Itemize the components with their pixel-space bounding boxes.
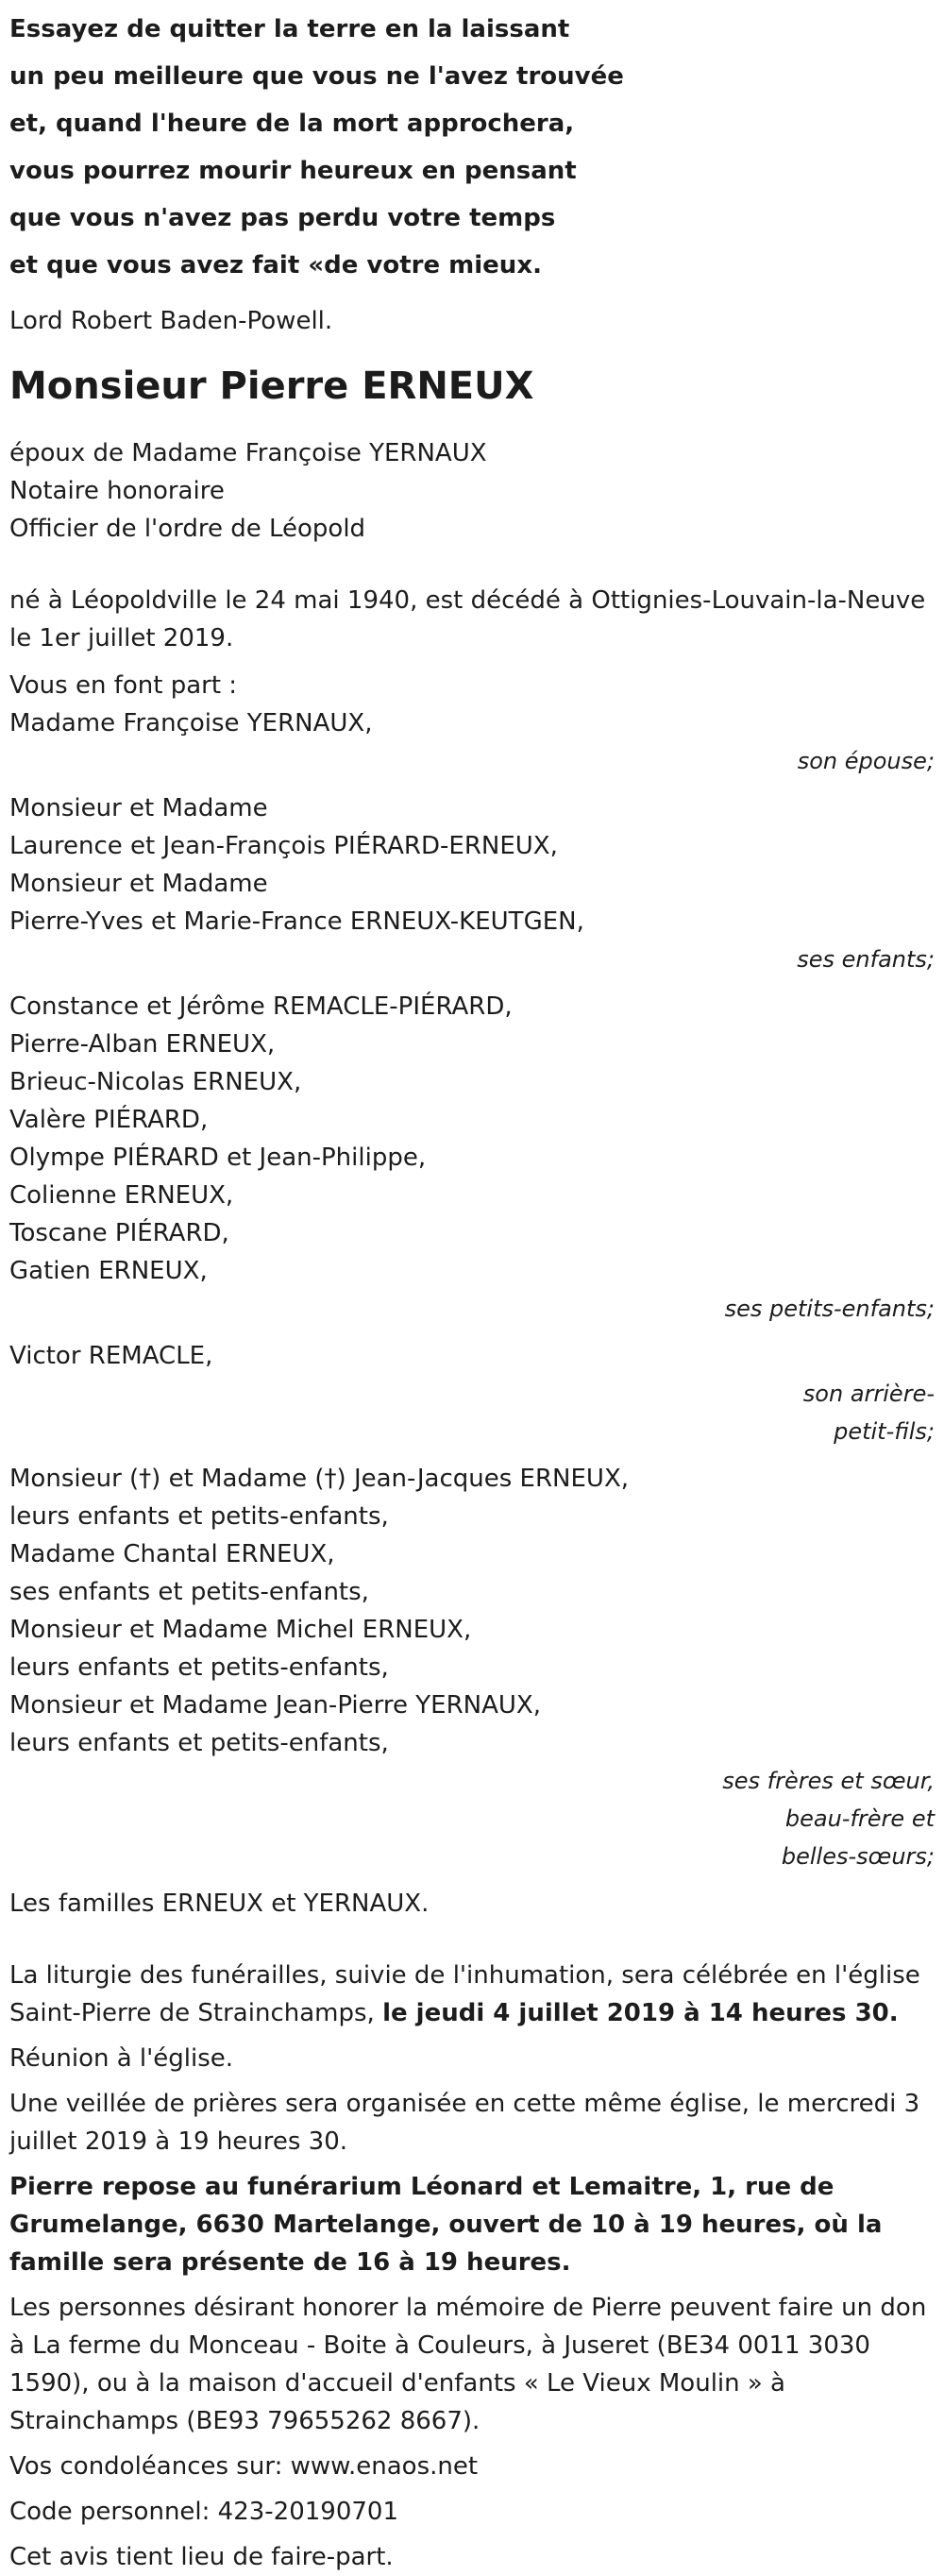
family-member-line: leurs enfants et petits-enfants, <box>9 1653 389 1682</box>
quote-line: vous pourrez mourir heureux en pensant <box>9 157 577 185</box>
family-member-line: leurs enfants et petits-enfants, <box>9 1502 389 1531</box>
quote-line: et que vous avez fait «de votre mieux. <box>9 251 542 280</box>
relation-label: petit-fils; <box>834 1418 935 1445</box>
family-member-line: Monsieur et Madame <box>9 870 268 898</box>
family-member-line: Gatien ERNEUX, <box>9 1257 208 1285</box>
relation-label: son épouse; <box>797 748 935 774</box>
family-member-line: Pierre-Yves et Marie-France ERNEUX-KEUTGEN, <box>9 907 584 936</box>
quote-line: un peu meilleure que vous ne l'avez trouvée <box>9 62 624 91</box>
family-member-line: Monsieur et Madame <box>9 794 268 822</box>
family-member-line: Toscane PIÉRARD, <box>9 1219 229 1247</box>
title-line: Officier de l'ordre de Léopold <box>9 515 366 543</box>
personal-code: Code personnel: 423-20190701 <box>9 2498 399 2526</box>
family-member-line: leurs enfants et petits-enfants, <box>9 1729 389 1757</box>
family-member-line: Monsieur (†) et Madame (†) Jean-Jacques ERNEUX, <box>9 1465 630 1493</box>
relation-label: ses petits-enfants; <box>724 1296 935 1322</box>
great-grandchild-group <box>9 1337 935 1450</box>
title-line: époux de Madame Françoise YERNAUX <box>9 439 487 467</box>
vigil-paragraph: Une veillée de prières sera organisée en cette même église, le mercredi 3 juillet 2019 à 19 heures 30. <box>9 2090 920 2156</box>
deceased-titles <box>9 434 935 548</box>
condolences-line: Vos condoléances sur: www.enaos.net <box>9 2452 479 2481</box>
relation-label: beau-frère et <box>784 1805 935 1832</box>
funerarium-paragraph: Pierre repose au funérarium Léonard et Lemaitre, 1, rue de Grumelange, 6630 Martelange, ouvert de 10 à 19 heures, où la famille sera présente de 16 à 19 heures. <box>9 2173 883 2277</box>
quote-line: que vous n'avez pas perdu votre temps <box>9 204 556 232</box>
family-member-line: Monsieur et Madame Jean-Pierre YERNAUX, <box>9 1691 541 1720</box>
donations-paragraph: Les personnes désirant honorer la mémoire de Pierre peuvent faire un don à La ferme du Monceau - Boite à Couleurs, à Juseret (BE34 0011 3030 1590), ou à la maison d'accueil d'enfants « Le Vieux Moulin » à Strainchamps (BE93 79655262 8667). <box>9 2294 927 2435</box>
quote-line: et, quand l'heure de la mort approchera, <box>9 110 575 138</box>
family-member-line: Pierre-Alban ERNEUX, <box>9 1030 276 1059</box>
family-member-line: Madame Chantal ERNEUX, <box>9 1540 335 1568</box>
family-member-line: ses enfants et petits-enfants, <box>9 1578 369 1606</box>
spouse-group <box>9 704 935 780</box>
children-group <box>9 789 935 978</box>
family-member-line: Olympe PIÉRARD et Jean-Philippe, <box>9 1144 427 1172</box>
relation-label: ses frères et sœur, <box>722 1768 935 1794</box>
relation-label: ses enfants; <box>797 946 935 973</box>
quote-line: Essayez de quitter la terre en la laissant <box>9 15 570 43</box>
meeting-note: Réunion à l'église. <box>9 2044 234 2073</box>
title-line: Notaire honoraire <box>9 477 225 505</box>
family-member-line: Constance et Jérôme REMACLE-PIÉRARD, <box>9 992 513 1021</box>
liturgy-date: le jeudi 4 juillet 2019 à 14 heures 30. <box>382 1999 899 2027</box>
family-member-line: Colienne ERNEUX, <box>9 1181 234 1210</box>
announcement-intro: Vous en font part : <box>9 671 238 700</box>
birth-death-statement: né à Léopoldville le 24 mai 1940, est décédé à Ottignies-Louvain-la-Neuve le 1er juillet 2019. <box>9 586 926 652</box>
relation-label: son arrière- <box>802 1381 935 1407</box>
family-member-line: Monsieur et Madame Michel ERNEUX, <box>9 1616 472 1644</box>
family-member-line: Madame Françoise YERNAUX, <box>9 709 373 737</box>
relation-label: belles-sœurs; <box>781 1843 935 1870</box>
quote <box>9 6 935 289</box>
liturgy-text: La liturgie des funérailles, suivie de l'inhumation, sera célébrée en l'église Saint-Pierre de Strainchamps, <box>9 1961 920 2027</box>
liturgy-paragraph <box>9 1957 935 2032</box>
family-member-line: Laurence et Jean-François PIÉRARD-ERNEUX, <box>9 832 558 860</box>
family-member-line: Brieuc-Nicolas ERNEUX, <box>9 1068 302 1096</box>
quote-author: Lord Robert Baden-Powell. <box>9 307 333 335</box>
notice-line: Cet avis tient lieu de faire-part. <box>9 2543 394 2571</box>
deceased-name: Monsieur Pierre ERNEUX <box>9 364 534 408</box>
family-member-line: Victor REMACLE, <box>9 1342 213 1370</box>
siblings-group <box>9 1460 935 1875</box>
families-line: Les familles ERNEUX et YERNAUX. <box>9 1890 430 1918</box>
grandchildren-group <box>9 988 935 1328</box>
family-member-line: Valère PIÉRARD, <box>9 1106 209 1134</box>
